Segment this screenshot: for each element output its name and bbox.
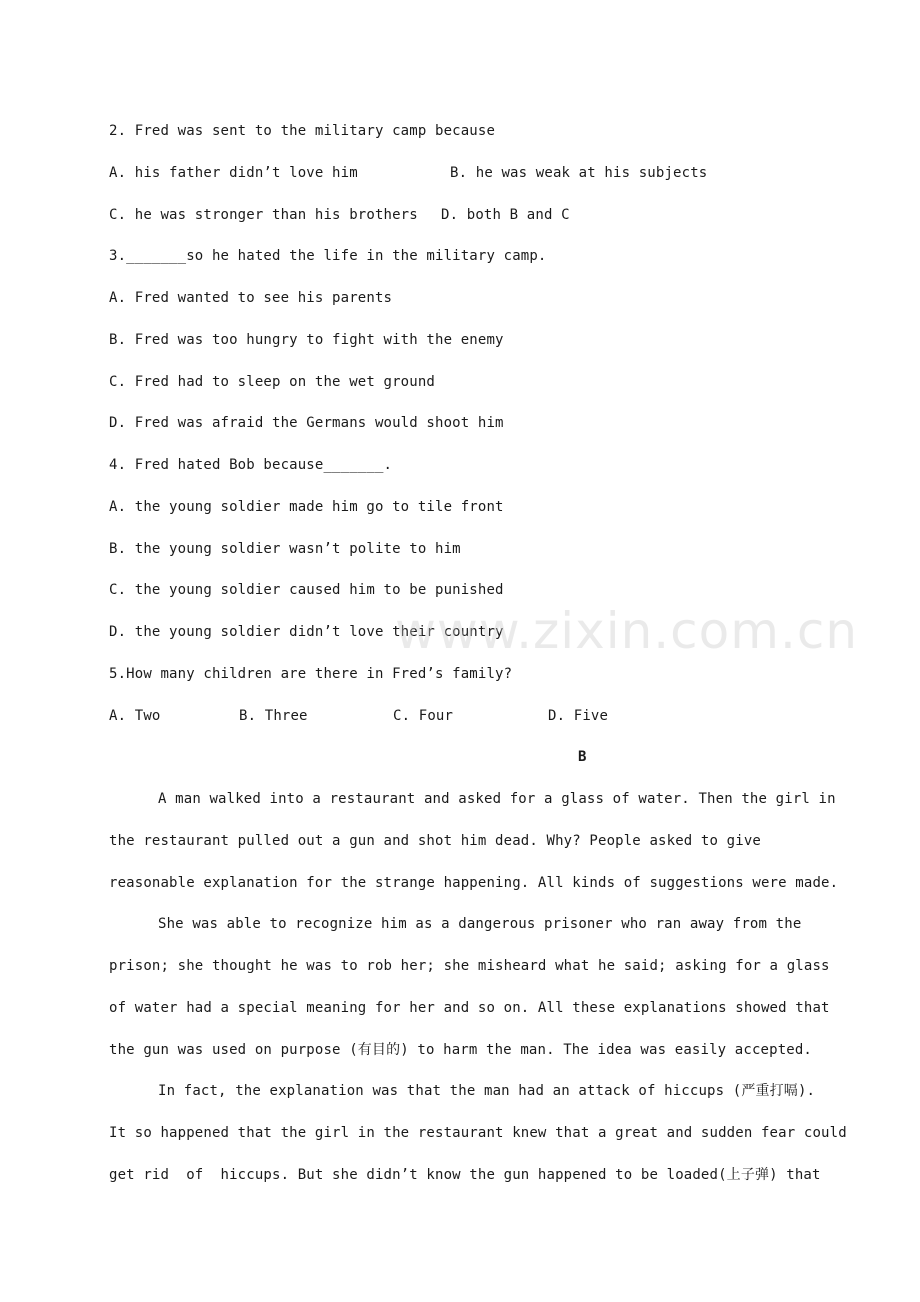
section-b-title: B [578,749,587,765]
passage-line: It so happened that the girl in the restaurant knew that a great and sudden fear could [109,1125,847,1141]
question-5-option-d: D. Five [548,708,609,724]
question-2-stem: 2. Fred was sent to the military camp because [109,123,496,139]
question-4-option-d: D. the young soldier didn’t love their country [109,624,504,640]
passage-line: the restaurant pulled out a gun and shot him dead. Why? People asked to give [109,833,761,849]
question-4-option-a: A. the young soldier made him go to tile front [109,499,504,515]
question-5-options-row [109,706,709,726]
question-5-option-c: C. Four [393,708,454,724]
passage-line: prison; she thought he was to rob her; she misheard what he said; asking for a glass [109,958,830,974]
question-3-option-b: B. Fred was too hungry to fight with the enemy [109,332,504,348]
passage-line: She was able to recognize him as a dangerous prisoner who ran away from the [158,916,802,932]
question-2-option-d: D. both B and C [441,207,570,223]
passage-line: In fact, the explanation was that the man had an attack of hiccups (严重打嗝). [158,1083,816,1099]
question-3-stem: 3._______so he hated the life in the military camp. [109,248,547,264]
passage-line: reasonable explanation for the strange happening. All kinds of suggestions were made. [109,875,839,891]
question-4-stem: 4. Fred hated Bob because_______. [109,457,393,473]
question-2-option-a: A. his father didn’t love him [109,165,358,181]
passage-line: get rid of hiccups. But she didn’t know the gun happened to be loaded(上子弹) that [109,1167,821,1183]
question-5-stem: 5.How many children are there in Fred’s family? [109,666,513,682]
question-2-option-c: C. he was stronger than his brothers [109,207,418,223]
watermark-text: www.zixin.com.cn [395,602,859,660]
question-4-option-b: B. the young soldier wasn’t polite to him [109,541,461,557]
passage-line: the gun was used on purpose (有目的) to harm the man. The idea was easily accepted. [109,1042,813,1058]
question-2-options-row-2 [109,205,809,225]
question-2-options-row-1 [109,163,809,183]
question-3-option-c: C. Fred had to sleep on the wet ground [109,374,435,390]
question-5-option-b: B. Three [239,708,308,724]
passage-line: of water had a special meaning for her and so on. All these explanations showed that [109,1000,830,1016]
question-3-option-d: D. Fred was afraid the Germans would shoot him [109,415,504,431]
question-3-option-a: A. Fred wanted to see his parents [109,290,393,306]
passage-line: A man walked into a restaurant and asked for a glass of water. Then the girl in [158,791,836,807]
question-4-option-c: C. the young soldier caused him to be punished [109,582,504,598]
question-2-option-b: B. he was weak at his subjects [450,165,708,181]
question-5-option-a: A. Two [109,708,161,724]
